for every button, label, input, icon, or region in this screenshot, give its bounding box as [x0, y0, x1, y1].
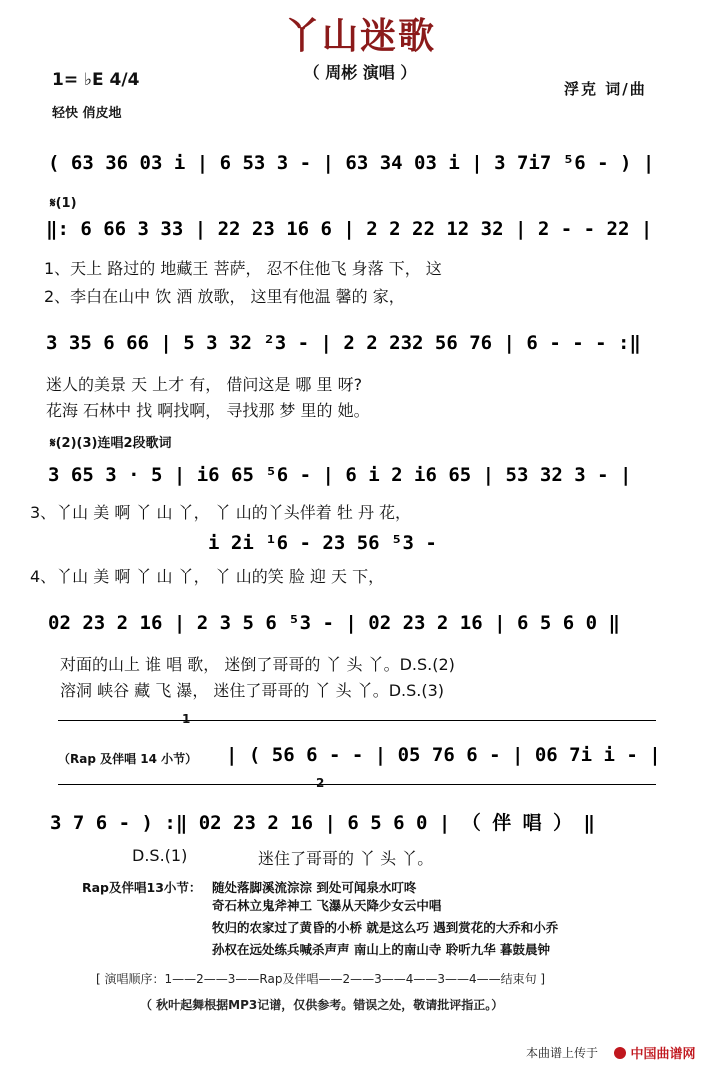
composer-credit: 浮克 词/曲: [564, 80, 647, 98]
volta-number-2: 2: [316, 776, 325, 790]
performance-order: [ 演唱顺序：1——2——3——Rap及伴唱——2——3——4——3——4——结束句 ]: [96, 972, 546, 986]
lyric-line-2a: 迷人的美景 天 上才 有， 借问这是 哪 里 呀?: [46, 375, 363, 394]
segno-mark-1: 𝄋(1): [50, 196, 77, 211]
upload-note: 本曲谱上传于: [526, 1046, 599, 1060]
chorus-notation-1: 3 65 3 · 5 | i6 65 ⁵6 - | 6 i 2 i6 65 | 53 32 3 - |: [48, 464, 632, 486]
rap-line-1: 随处落脚溪流淙淙 到处可闻泉水叮咚: [212, 880, 417, 895]
rap-label: Rap及伴唱13小节：: [82, 880, 202, 895]
lyric-line-5b: 溶洞 峡谷 藏 飞 瀑， 迷住了哥哥的 丫 头 丫。D.S.(3): [60, 681, 445, 700]
rap-notation: | ( 56 6 - - | 05 76 6 - | 06 7i i - |: [226, 744, 661, 766]
volta-bracket-2: [58, 784, 656, 785]
verse-notation-2: 3 35 6 66 | 5 3 32 ²3 - | 2 2 232 56 76 | 6 - - - :‖: [46, 332, 641, 354]
lyric-line-2b: 花海 石林中 找 啊找啊， 寻找那 梦 里的 她。: [46, 401, 370, 420]
lyric-line-1a: 1、天上 路过的 地藏王 菩萨， 忍不住他飞 身落 下， 这: [44, 259, 442, 278]
lyric-line-4: 4、丫山 美 啊 丫 山 丫， 丫 山的笑 脸 迎 天 下，: [30, 567, 385, 586]
volta-number-1: 1: [182, 712, 191, 726]
segno-mark-2: 𝄋(2)(3)连唱2段歌词: [50, 436, 172, 451]
rap-line-2: 奇石林立鬼斧神工 飞瀑从天降少女云中唱: [212, 898, 442, 913]
lyric-line-1b: 2、李白在山中 饮 酒 放歌， 这里有他温 馨的 家，: [44, 287, 405, 306]
rap-bars-label: （Rap 及伴唱 14 小节）: [58, 752, 198, 766]
rap-line-3: 牧归的农家过了黄昏的小桥 就是这么巧 遇到赏花的大乔和小乔: [212, 920, 559, 935]
lyric-line-5a: 对面的山上 谁 唱 歌， 迷倒了哥哥的 丫 头 丫。D.S.(2): [60, 655, 455, 674]
lyric-line-3: 3、丫山 美 啊 丫 山 丫， 丫 山的丫头伴着 牡 丹 花，: [30, 503, 412, 522]
site-logo[interactable]: [614, 1043, 696, 1062]
chorus-notation-2: 02 23 2 16 | 2 3 5 6 ⁵3 - | 02 23 2 16 | 6 5 6 0 ‖: [48, 612, 620, 634]
rap-line-4: 孙权在远处练兵喊杀声声 南山上的南山寺 聆听九华 暮鼓晨钟: [212, 942, 551, 957]
logo-mark-icon: [614, 1047, 626, 1059]
verse-notation-1: ‖: 6 66 3 33 | 22 23 16 6 | 2 2 22 12 32 | 2 - - 22 |: [46, 218, 653, 240]
transcriber-note: （ 秋叶起舞根据MP3记谱，仅供参考。错误之处，敬请批评指正。）: [140, 998, 504, 1012]
intro-notation: ( 63 36 03 i | 6 53 3 - | 63 34 03 i | 3 7i7 ⁵6 - ) |: [48, 152, 655, 174]
tempo-marking: 轻快 俏皮地: [52, 106, 122, 121]
ending-lyric: 迷住了哥哥的 丫 头 丫。: [258, 849, 434, 868]
singer-credit: （ 周彬 演唱 ）: [303, 63, 417, 82]
site-name: 中国曲谱网: [630, 1047, 696, 1062]
key-signature: 1= ♭E 4/4: [52, 70, 140, 90]
song-title: 丫山迷歌: [283, 16, 436, 57]
ds-mark: D.S.(1): [132, 846, 188, 865]
chorus-alt-notation: i 2i ¹6 - 23 56 ⁵3 -: [208, 532, 437, 554]
ending-notation: 3 7 6 - ) :‖ 02 23 2 16 | 6 5 6 0 | （ 伴 唱 ） ‖: [50, 812, 595, 834]
volta-bracket-1: [58, 720, 656, 721]
